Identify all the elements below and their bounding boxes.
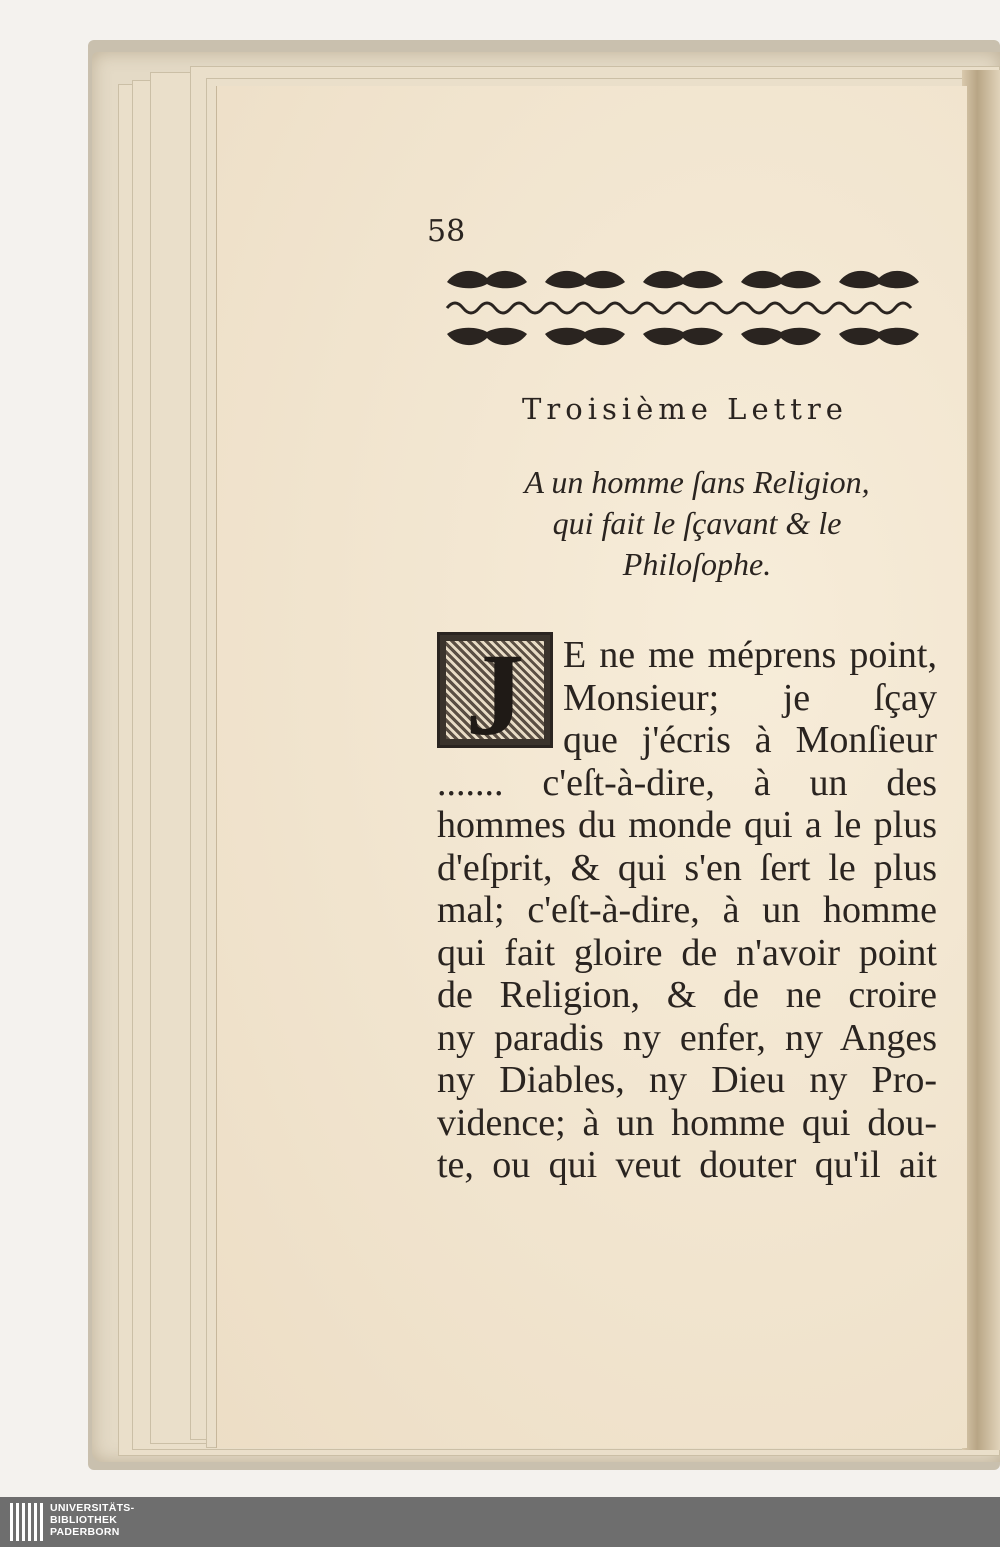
text-line: Monsieur; je ſçay — [563, 676, 937, 719]
text-line: qui fait gloire de n'avoir point — [437, 931, 937, 974]
library-footer-bar — [0, 1497, 1000, 1547]
book-gutter — [962, 70, 1000, 1450]
text-line: te, ou qui veut douter qu'il ait — [437, 1144, 937, 1186]
text-line: vidence; à un homme qui dou- — [437, 1101, 937, 1144]
text-line: de Religion, & de ne croire — [437, 974, 937, 1016]
logo-line: PADERBORN — [50, 1526, 120, 1538]
subtitle-line: qui fait le ſçavant & le — [552, 505, 842, 541]
text-line: ny Diables, ny Dieu ny Pro- — [437, 1059, 937, 1101]
text-line: ny paradis ny enfer, ny Anges — [437, 1016, 937, 1059]
ornament-band-icon — [437, 262, 937, 362]
subtitle-line: A un homme ſans Religion, — [524, 464, 870, 500]
drop-cap-letter: J — [465, 629, 525, 760]
logo-line: BIBLIOTHEK — [50, 1514, 118, 1526]
text-line: mal; c'eſt-à-dire, à un homme — [437, 889, 937, 931]
logo-line: UNIVERSITÄTS- — [50, 1502, 135, 1514]
book-page — [216, 86, 967, 1448]
text-line: ....... c'eſt-à-dire, à un des — [437, 761, 937, 804]
text-line: hommes du monde qui a le plus — [437, 804, 937, 846]
page-number: 58 — [427, 214, 466, 249]
library-logo-icon — [10, 1503, 44, 1541]
letter-heading: Troisième Lettre — [522, 392, 848, 426]
text-line: E ne me méprens point, — [563, 634, 937, 676]
text-line: que j'écris à Monſieur — [563, 719, 937, 761]
letter-subtitle — [437, 462, 957, 585]
body-text — [437, 634, 937, 1187]
text-line: d'eſprit, & qui s'en ſert le plus — [437, 846, 937, 889]
printers-ornament — [437, 262, 937, 362]
subtitle-line: Philoſophe. — [622, 546, 772, 582]
library-logo-text — [50, 1502, 134, 1538]
